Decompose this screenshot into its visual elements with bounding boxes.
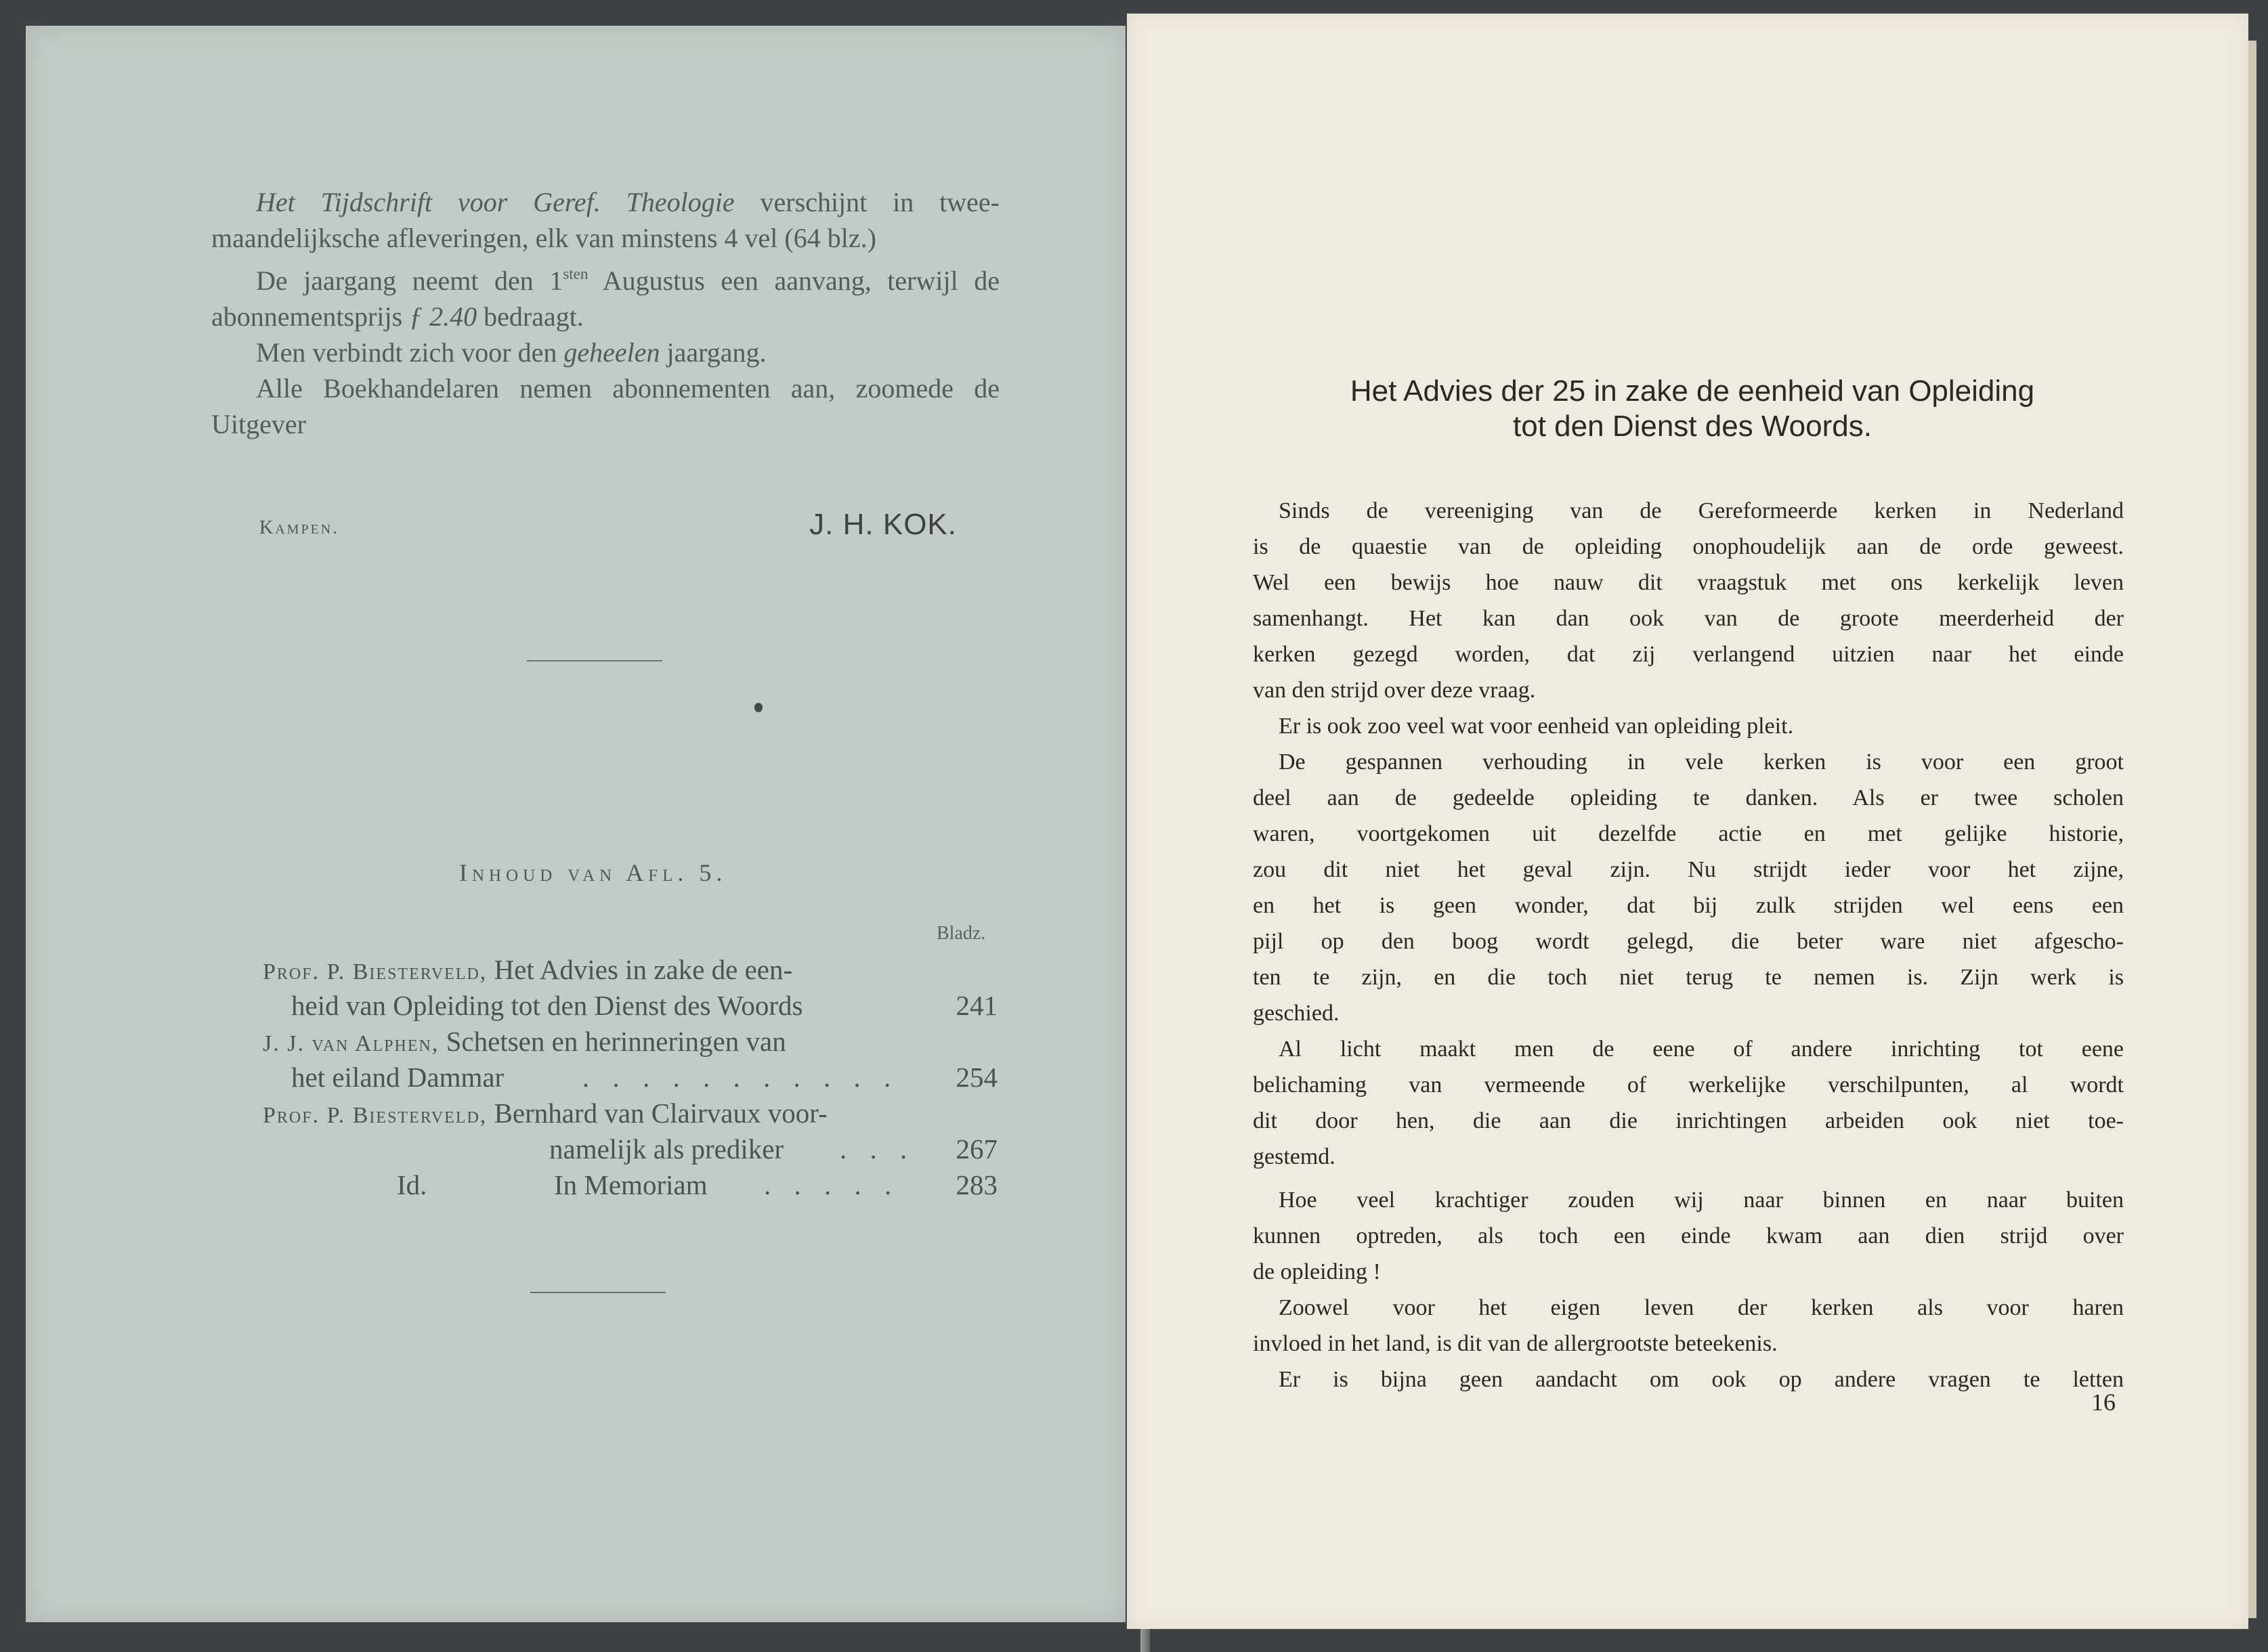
toc-entry-2-line-1 (263, 1025, 998, 1060)
toc-title: heid van Opleiding tot den Dienst des Woords (291, 990, 803, 1021)
body-line: pijl op den boog wordt gelegd, die beter ware niet afgescho- (1253, 929, 2124, 954)
divider-rule (530, 1292, 666, 1293)
imprint-text: Men verbindt zich voor den (256, 337, 564, 368)
body-line: Er is ook zoo veel wat voor eenheid van opleiding pleit. (1279, 714, 1794, 739)
body-line: Zoowel voor het eigen leven der kerken als voor haren (1279, 1295, 2124, 1320)
body-line: Al licht maakt men de eene of andere inrichting tot eene (1279, 1037, 2124, 1062)
publisher-name: J. H. KOK. (809, 508, 957, 541)
toc-entry-4 (263, 1169, 998, 1204)
body-line: Sinds de vereeniging van de Gereformeerde kerken in Nederland (1279, 498, 2124, 523)
toc-text (263, 1025, 786, 1058)
imprint-notice (211, 184, 1000, 442)
body-line: deel aan de gedeelde opleiding te danken. Als er twee scholen (1253, 785, 2124, 810)
body-line: samenhangt. Het kan dan ook van de groote meerderheid der (1253, 606, 2124, 631)
imprint-text: bedraagt. (477, 301, 584, 332)
superscript: sten (563, 265, 589, 282)
body-line: ten te zijn, en die toch niet terug te nemen is. Zijn werk is (1253, 965, 2124, 990)
body-line: Hoe veel krachtiger zouden wij naar binnen en naar buiten (1279, 1188, 2124, 1213)
body-line: gestemd. (1253, 1144, 1335, 1169)
toc-title: namelijk als prediker (549, 1133, 784, 1165)
toc-page-number: 267 (956, 1133, 998, 1165)
imprint-paragraph-4: Alle Boekhandelaren nemen abonnementen aan, zoomede de Uitgever (211, 373, 1000, 439)
toc-title: Bernhard van Clairvaux voor- (487, 1097, 828, 1129)
toc-author: Prof. P. Biesterveld, (263, 1103, 488, 1128)
toc-author: Id. (397, 1169, 427, 1200)
toc-author: Prof. P. Biesterveld, (263, 959, 488, 984)
toc-page-number: 254 (956, 1062, 998, 1093)
toc-author: J. J. van Alphen, (263, 1031, 440, 1056)
toc-entry-1-line-2 (263, 989, 998, 1024)
body-line: waren, voortgekomen uit dezelfde actie en met gelijke historie, (1253, 821, 2124, 846)
body-line: is de quaestie van de opleiding onophoudelijk aan de orde geweest. (1253, 534, 2124, 559)
toc-text (263, 953, 792, 986)
imprint-text: Augustus een aanvang, terwijl de abonnementsprijs (211, 265, 1000, 332)
body-line: dit door hen, die aan die inrichtingen arbeiden ook niet toe- (1253, 1108, 2124, 1133)
toc-entry-3-line-2 (263, 1133, 998, 1168)
imprint-text: jaargang. (660, 337, 767, 368)
toc-page-number: 241 (956, 990, 998, 1021)
body-line: Er is bijna geen aandacht om ook op andere vragen te letten (1279, 1367, 2124, 1392)
toc-title: Schetsen en herinneringen van (439, 1026, 786, 1057)
toc-title: Het Advies in zake de een- (487, 954, 793, 985)
body-line: en het is geen wonder, dat bij zulk strijden wel eens een (1253, 893, 2124, 918)
toc-heading: Inhoud van Afl. 5. (459, 859, 727, 886)
journal-title: Het Tijdschrift voor Geref. Theologie (256, 187, 735, 217)
toc-leaders: . . . (840, 1133, 916, 1165)
toc-page-column-label: Bladz. (937, 923, 986, 944)
toc-entry-3-line-1 (263, 1097, 998, 1132)
ornament-dot (754, 703, 763, 712)
body-line: kunnen optreden, als toch een einde kwam aan dien strijd over (1253, 1223, 2124, 1248)
body-line: van den strijd over deze vraag. (1253, 678, 1536, 703)
body-line: Wel een bewijs hoe nauw dit vraagstuk met ons kerkelijk leven (1253, 570, 2124, 595)
body-line: kerken gezegd worden, dat zij verlangend uitzien naar het einde (1253, 642, 2124, 667)
toc-text (263, 1097, 828, 1129)
imprint-paragraph-2 (211, 256, 1000, 334)
article-title (1228, 374, 2156, 444)
body-line: de opleiding ! (1253, 1259, 1381, 1284)
imprint-paragraph-1 (211, 184, 1000, 256)
toc-leaders: . . . . . (764, 1169, 900, 1200)
page-number: 16 (2091, 1389, 2116, 1416)
article-title-line-1: Het Advies der 25 in zake de eenheid van Opleiding (1350, 374, 2035, 408)
divider-rule (527, 660, 662, 661)
body-line: De gespannen verhouding in vele kerken is voor een groot (1279, 749, 2124, 775)
imprint-text: De jaargang neemt den 1 (256, 265, 563, 296)
imprint-text: verschijnt in twee-maandelijksche afleveringen, elk van minstens 4 vel (64 blz.) (211, 187, 1000, 253)
emphasis: geheelen (563, 337, 660, 368)
subscription-price: ƒ 2.40 (409, 301, 477, 332)
body-line: belichaming van vermeende of werkelijke verschilpunten, al wordt (1253, 1072, 2124, 1097)
toc-leaders: . . . . . . . . . . . (582, 1062, 899, 1093)
body-line: geschied. (1253, 1001, 1340, 1026)
toc-entry-1-line-1 (263, 953, 998, 988)
body-line: invloed in het land, is dit van de allergrootste beteekenis. (1253, 1331, 1778, 1356)
toc-title: In Memoriam (554, 1169, 708, 1200)
left-page (26, 26, 1126, 1622)
toc-entry-2-line-2 (263, 1061, 998, 1096)
article-title-line-2: tot den Dienst des Woords. (1513, 410, 1872, 443)
publisher-signature (259, 508, 957, 548)
right-page (1127, 14, 2248, 1629)
place-name: Kampen. (259, 517, 340, 538)
toc-title: het eiland Dammar (291, 1062, 505, 1093)
toc-page-number: 283 (956, 1169, 998, 1200)
page-edge (2248, 41, 2256, 1618)
imprint-paragraph-3 (211, 334, 1000, 370)
body-line: zou dit niet het geval zijn. Nu strijdt ieder voor het zijne, (1253, 857, 2124, 882)
